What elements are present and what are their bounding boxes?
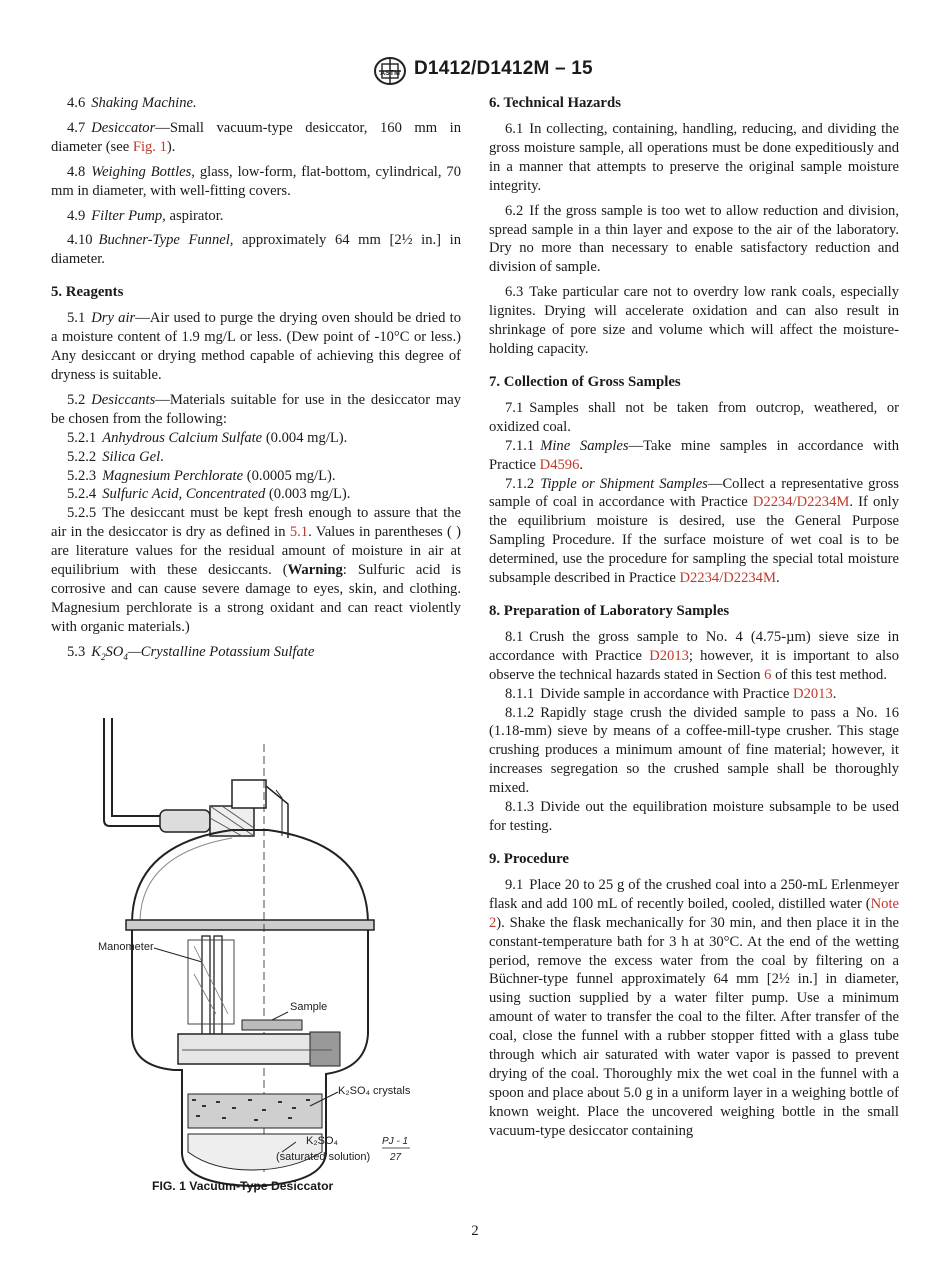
astm-logo-icon <box>373 56 407 86</box>
para-5-1: 5.1 Dry air—Air used to purge the drying oven should be dried to a moisture content of 1.9 mg/L or less. (Dew point of -10°C or less.) Any desiccant or drying method capable of achieving this degree of dryness is suitable. <box>51 310 461 383</box>
para-4-10: 4.10 Buchner-Type Funnel, approximately 64 mm [2½ in.] in diameter. <box>51 232 461 268</box>
page-number: 2 <box>471 1223 479 1239</box>
left-column <box>51 94 461 672</box>
section-9-heading: 9. Procedure <box>489 850 569 867</box>
para-5-2: 5.2 Desiccants—Materials suitable for use in the desiccator may be chosen from the following: <box>51 391 461 427</box>
page-header <box>0 56 950 86</box>
right-column <box>489 94 899 1147</box>
section-5-1-link[interactable]: 5.1 <box>289 524 309 541</box>
para-5-2-1: 5.2.1 Anhydrous Calcium Sulfate (0.004 mg/L). <box>67 429 348 446</box>
para-6-3: 6.3 Take particular care not to overdry low rank coals, especially lignites. Drying will accelerate oxidation and can also result in shrinkage of pore size and volume which will affect the moisture-holding capacity. <box>489 284 899 357</box>
manometer-label: Manometer <box>98 941 154 953</box>
svg-text:ASTM: ASTM <box>380 70 400 77</box>
para-8-1-3: 8.1.3 Divide out the equilibration moisture subsample to be used for testing. <box>489 799 899 834</box>
figure-caption: FIG. 1 Vacuum-Type Desiccator <box>152 1179 334 1193</box>
section-8-heading: 8. Preparation of Laboratory Samples <box>489 602 730 619</box>
para-5-2-5: 5.2.5 The desiccant must be kept fresh enough to assure that the air in the desiccator is dry as defined in 5.1. Values in parentheses ( ) are literature values for the residual amount of moisture in air at equilibrium with these desiccants. (Warning: Sulfuric acid is corrosive and can cause severe damage to eyes, skin, and clothing. Magnesium perchlorate is a strong oxidant and can react violently with organic materials.) <box>51 505 462 635</box>
section-6-link[interactable]: 6 <box>764 666 772 683</box>
fig-1-link[interactable]: Fig. 1 <box>132 138 167 155</box>
para-7-1: 7.1 Samples shall not be taken from outcrop, weathered, or oxidized coal. <box>489 399 899 435</box>
sample-label: Sample <box>290 1001 328 1013</box>
para-4-8: 4.8 Weighing Bottles, glass, low-form, flat-bottom, cylindrical, 70 mm in diameter, with well-fitting covers. <box>51 163 462 199</box>
section-5-heading: 5. Reagents <box>51 284 124 301</box>
para-4-6: 4.6 Shaking Machine. <box>67 95 197 111</box>
crystals-label: K₂SO₄ crystals <box>338 1085 411 1097</box>
para-8-1-1: 8.1.1 Divide sample in accordance with Practice D2013. <box>505 685 837 702</box>
saturated-label-2: (saturated solution) <box>276 1151 371 1163</box>
para-5-3: 5.3 $K_2SO_4—Crystalline$ Potassium Sulfate <box>67 643 315 662</box>
pj-number: 27 <box>390 1152 402 1163</box>
para-8-1-2: 8.1.2 Rapidly stage crush the divided sample to pass a No. 16 (1.18-mm) sieve by means of a coffee-mill-type crusher. This stage crushing produces a minimum amount of fine material; however, it increases segregation so the crushed sample shall be thoroughly mixed. <box>489 704 899 797</box>
d4596-link[interactable]: D4596 <box>539 456 580 473</box>
para-8-1: 8.1 Crush the gross sample to No. 4 (4.75-µm) sieve size in accordance with Practice D2013; however, it is important to also observe the technical hazards stated in Section 6 of this test method. <box>489 628 899 683</box>
para-9-1: 9.1 Place 20 to 25 g of the crushed coal into a 250-mL Erlenmeyer flask and add 100 mL of recently boiled, cooled, distilled water (Note 2). Shake the flask mechanically for 30 min, and then place it in the constant-temperature bath for 3 h at 30°C. At the end of the wetting period, remove the excess water from the coal by filtering on a Büchner-type funnel approximately 64 mm [2½ in.] in diameter, using suction supplied by a water filter pump. Use a minimum amount of water to transfer the coal to the filter. After transfer of the coal, close the funnel with a rubber stopper fitted with a glass tube through which air saturated with water vapor is passed to prevent drying of the coal. Thoroughly mix the wet coal in the funnel with a spoon and place about 5.0 g in a uniform layer in a weighing bottle of known weight. Place the uncovered weighing bottle in the small vacuum-type desiccator containing <box>489 876 899 1139</box>
d2013-link[interactable]: D2013 <box>649 647 689 664</box>
d2234-link[interactable]: D2234/D2234M <box>752 494 850 511</box>
d2234-link-2[interactable]: D2234/D2234M <box>679 570 776 587</box>
para-4-9: 4.9 Filter Pump, aspirator. <box>67 207 224 224</box>
section-6-heading: 6. Technical Hazards <box>489 95 621 111</box>
note-2-link[interactable]: Note 2 <box>489 895 899 931</box>
para-7-1-1: 7.1.1 Mine Samples—Take mine samples in accordance with Practice D4596. <box>489 437 900 473</box>
d2013-link-2[interactable]: D2013 <box>793 685 833 702</box>
section-7-heading: 7. Collection of Gross Samples <box>489 373 681 390</box>
para-4-7: 4.7 Desiccator—Small vacuum-type desiccator, 160 mm in diameter (see Fig. 1). <box>51 119 461 155</box>
document-designation: D1412/D1412M – 15 <box>414 58 593 79</box>
saturated-label-1: K₂SO₄ <box>306 1135 338 1147</box>
desiccator-figure <box>92 714 424 1194</box>
para-5-2-2: 5.2.2 Silica Gel. <box>67 448 164 465</box>
para-5-2-3: 5.2.3 Magnesium Perchlorate (0.0005 mg/L). <box>67 467 336 484</box>
para-5-2-4: 5.2.4 Sulfuric Acid, Concentrated (0.003 mg/L). <box>67 486 351 503</box>
para-7-1-2: 7.1.2 Tipple or Shipment Samples—Collect a representative gross sample of coal in accordance with Practice D2234/D2234M. If only the equilibrium moisture is desired, use the General Purpose Sampling Procedure. If the surface moisture of wet coal is to be determined, use the procedure for sampling the special total moisture subsample described in Practice D2234/D2234M. <box>489 475 899 587</box>
para-6-2: 6.2 If the gross sample is too wet to allow reduction and division, spread sample in a thin layer and expose to the air of the laboratory. Dry no more than necessary to enable satisfactory reduction and division of sample. <box>489 202 899 276</box>
pj-label: PJ - 1 <box>382 1136 409 1147</box>
para-6-1: 6.1 In collecting, containing, handling, reducing, and dividing the gross moisture sample, all operations must be done expeditiously and in a manner that attempts to preserve the original sample moisture integrity. <box>489 121 899 194</box>
